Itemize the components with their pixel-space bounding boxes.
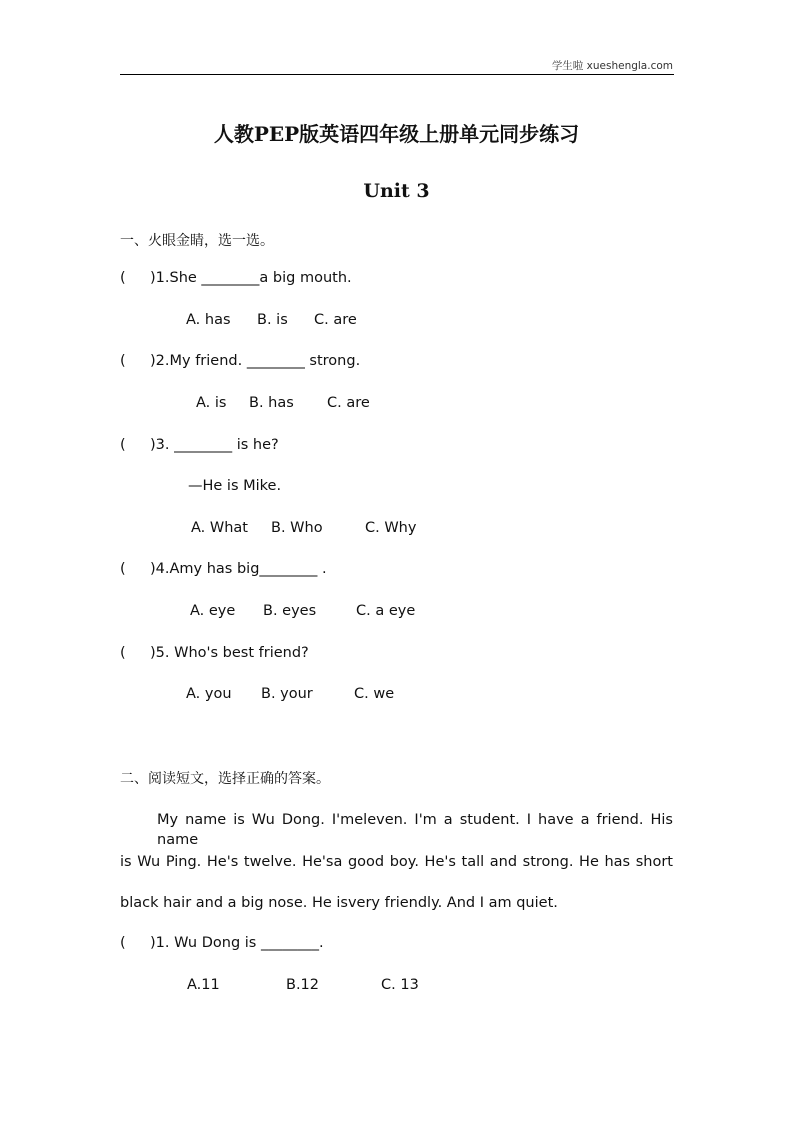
header-divider [120,74,674,75]
option-c: C. 13 [381,977,419,993]
question-text: )2.My friend. ________ strong. [150,353,361,369]
option-b: B.12 [286,977,320,993]
question-3-options [191,520,416,536]
option-c: C. we [354,686,395,702]
question-2 [120,353,360,369]
question-3 [120,437,279,453]
question-4-options [190,603,415,619]
section2-heading: 二、阅读短文，选择正确的答案。 [120,771,330,787]
option-a: A. eye [190,603,236,619]
question-text: )4.Amy has big________ . [150,561,327,577]
option-c: C. Why [365,520,417,536]
section1-heading: 一、火眼金睛，选一选。 [120,233,274,249]
option-a: A. is [196,395,227,411]
answer-paren: ( [120,935,126,951]
question-text: )5. Who's best friend? [150,645,309,661]
passage-line: is Wu Ping. He's twelve. He'sa good boy. He's tall and strong. He has short [120,853,673,870]
reading-passage [120,810,673,935]
unit-title: Unit 3 [363,180,430,202]
option-b: B. eyes [263,603,317,619]
passage-line: My name is Wu Dong. I'meleven. I'm a student. I have a friend. His name [157,812,673,848]
option-c: C. are [327,395,370,411]
option-a: A. What [191,520,248,536]
question-text: )1.She ________a big mouth. [150,270,352,286]
option-c: C. are [314,312,357,328]
option-a: A. has [186,312,231,328]
question-3-response: —He is Mike. [188,478,282,494]
answer-paren: ( [120,561,126,577]
question-text: )1. Wu Dong is ________. [150,935,324,951]
question-5 [120,645,309,661]
question-5-options [186,686,394,702]
answer-paren: ( [120,353,126,369]
option-a: A.11 [187,977,220,993]
answer-paren: ( [120,270,126,286]
question-1 [120,270,352,286]
reading-question-1 [120,935,324,951]
question-text: )3. ________ is he? [150,437,279,453]
option-b: B. your [261,686,313,702]
question-1-options [186,312,357,328]
reading-question-1-options [187,977,419,993]
option-c: C. a eye [356,603,416,619]
option-b: B. Who [271,520,323,536]
option-b: B. is [257,312,288,328]
question-2-options [196,395,370,411]
passage-line: black hair and a big nose. He isvery friendly. And I am quiet. [120,895,558,911]
option-a: A. you [186,686,232,702]
document-title: 人教PEP版英语四年级上册单元同步练习 [213,122,580,146]
site-watermark-text: 学生啦 xueshengla.com [551,60,673,72]
answer-paren: ( [120,437,126,453]
question-4 [120,561,327,577]
answer-paren: ( [120,645,126,661]
option-b: B. has [249,395,294,411]
